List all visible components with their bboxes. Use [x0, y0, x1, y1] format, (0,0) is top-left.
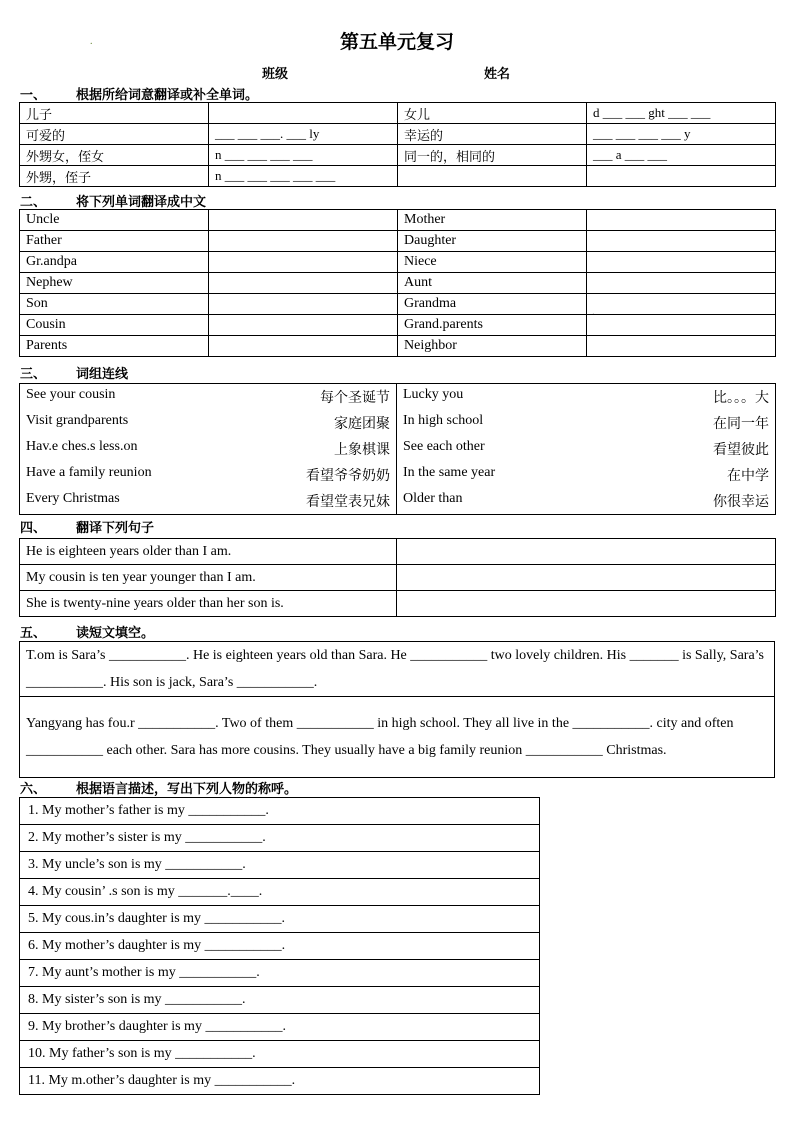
answer-cell: [209, 210, 398, 231]
english-word-cell: Niece: [398, 252, 587, 273]
translation-answer-cell: [397, 591, 776, 617]
chinese-meaning-cell: [398, 166, 587, 187]
phrase-row: [20, 436, 776, 462]
answer-cell: [587, 252, 776, 273]
phrase-pair: [26, 387, 390, 407]
relation-row: [20, 933, 540, 960]
word-blank-cell: d ___ ___ ght ___ ___: [587, 103, 776, 124]
english-word-cell: Son: [20, 294, 209, 315]
english-word-cell: Daughter: [398, 231, 587, 252]
english-phrase: Hav.e ches.s less.on: [26, 439, 138, 454]
decor-dot: .: [90, 36, 93, 47]
chinese-phrase: 家庭团聚: [334, 416, 390, 432]
phrase-row: [20, 384, 776, 411]
chinese-phrase: 在中学: [727, 468, 769, 484]
phrase-pair: [26, 413, 390, 433]
phrase-pair: [26, 439, 390, 459]
name-label: 姓名: [484, 67, 511, 82]
word-blank-cell: ___ ___ ___. ___ ly: [209, 124, 398, 145]
phrase-cell: [20, 488, 397, 515]
chinese-meaning-cell: 儿子: [20, 103, 209, 124]
relation-question-cell: 10. My father’s son is my ___________.: [20, 1041, 540, 1068]
section-3-heading: [20, 363, 128, 382]
answer-cell: [209, 336, 398, 357]
chinese-phrase: 看望彼此: [713, 442, 769, 458]
english-phrase: Have a family reunion: [26, 465, 152, 480]
phrase-cell: [397, 410, 776, 436]
vocab-row: [20, 103, 776, 124]
english-sentence-cell: She is twenty-nine years older than her son is.: [20, 591, 397, 617]
word-row: [20, 315, 776, 336]
english-phrase: Older than: [403, 491, 463, 506]
answer-cell: [209, 294, 398, 315]
english-phrase: In high school: [403, 413, 484, 428]
english-word-cell: Cousin: [20, 315, 209, 336]
phrase-pair: [26, 465, 390, 485]
word-row: [20, 294, 776, 315]
passage-row: [20, 697, 775, 778]
section-number: 五、: [20, 626, 47, 641]
relation-row: [20, 987, 540, 1014]
section-title: 将下列单词翻译成中文: [76, 195, 207, 210]
relation-question-cell: 1. My mother’s father is my ___________.: [20, 798, 540, 825]
relation-question-cell: 11. My m.other’s daughter is my ___________.: [20, 1068, 540, 1095]
phrase-cell: [397, 462, 776, 488]
stray-dot: .: [592, 306, 595, 318]
english-phrase: Lucky you: [403, 387, 464, 402]
answer-cell: [587, 315, 776, 336]
relation-question-cell: 9. My brother’s daughter is my ___________.: [20, 1014, 540, 1041]
section-title: 翻译下列句子: [76, 521, 155, 536]
answer-cell: [587, 336, 776, 357]
section-title: 词组连线: [76, 367, 129, 382]
section-1-heading: [20, 84, 258, 103]
chinese-meaning-cell: 同一的，相同的: [398, 145, 587, 166]
chinese-meaning-cell: 外甥女，侄女: [20, 145, 209, 166]
section-number: 一、: [20, 88, 47, 103]
phrase-cell: [20, 410, 397, 436]
phrase-cell: [397, 436, 776, 462]
chinese-phrase: 你很幸运: [713, 494, 769, 510]
sentence-row: [20, 565, 776, 591]
english-word-cell: Mother: [398, 210, 587, 231]
word-row: [20, 336, 776, 357]
section-number: 六、: [20, 782, 47, 797]
passage-paragraph-2: Yangyang has fou.r ___________. Two of them ___________ in high school. They all live in the ___________. city and often ___________ each other. Sara has more cousins. They usually have a big family reunion ___________ Christmas.: [20, 697, 775, 778]
section-number: 四、: [20, 521, 47, 536]
word-blank-cell: n ___ ___ ___ ___ ___: [209, 166, 398, 187]
answer-cell: [587, 231, 776, 252]
relation-question-cell: 5. My cous.in’s daughter is my ___________.: [20, 906, 540, 933]
vocab-fill-table: [19, 102, 776, 187]
class-label: 班级: [262, 67, 289, 82]
english-word-cell: Father: [20, 231, 209, 252]
phrase-row: [20, 488, 776, 515]
word-row: [20, 252, 776, 273]
passage-row: [20, 642, 775, 697]
section-title: 读短文填空。: [76, 626, 155, 641]
phrase-matching-table: [19, 383, 776, 515]
answer-cell: [209, 273, 398, 294]
section-2-heading: [20, 191, 206, 210]
phrase-pair: [403, 491, 769, 511]
section-4-heading: [20, 517, 154, 536]
chinese-meaning-cell: 外甥，侄子: [20, 166, 209, 187]
phrase-cell: [20, 462, 397, 488]
phrase-pair: [403, 439, 769, 459]
vocab-row: [20, 124, 776, 145]
word-translation-table: [19, 209, 776, 357]
answer-cell: [587, 273, 776, 294]
english-word-cell: Nephew: [20, 273, 209, 294]
chinese-phrase: 上象棋课: [334, 442, 390, 458]
sentence-translation-table: [19, 538, 776, 617]
chinese-phrase: 看望爷爷奶奶: [306, 468, 390, 484]
section-number: 二、: [20, 195, 47, 210]
phrase-row: [20, 410, 776, 436]
passage-paragraph-1: T.om is Sara’s ___________. He is eighteen years old than Sara. He ___________ two lovely children. His _______ is Sally, Sara’s ___________. His son is jack, Sara’s ___________.: [20, 642, 775, 697]
english-word-cell: Grandma: [398, 294, 587, 315]
word-blank-cell: [209, 103, 398, 124]
answer-cell: [209, 252, 398, 273]
phrase-pair: [403, 413, 769, 433]
answer-cell: [209, 315, 398, 336]
section-title: 根据语言描述，写出下列人物的称呼。: [76, 782, 298, 797]
translation-answer-cell: [397, 539, 776, 565]
word-row: [20, 273, 776, 294]
english-word-cell: Neighbor: [398, 336, 587, 357]
relation-question-cell: 4. My cousin’ .s son is my _______.____.: [20, 879, 540, 906]
relation-row: [20, 906, 540, 933]
word-row: [20, 210, 776, 231]
word-blank-cell: ___ a ___ ___: [587, 145, 776, 166]
chinese-meaning-cell: 幸运的: [398, 124, 587, 145]
english-sentence-cell: He is eighteen years older than I am.: [20, 539, 397, 565]
answer-cell: [209, 231, 398, 252]
translation-answer-cell: [397, 565, 776, 591]
english-sentence-cell: My cousin is ten year younger than I am.: [20, 565, 397, 591]
word-blank-cell: [587, 166, 776, 187]
answer-cell: [587, 210, 776, 231]
relation-row: [20, 1068, 540, 1095]
relation-naming-table: [19, 797, 540, 1095]
english-word-cell: Grand.parents: [398, 315, 587, 336]
english-phrase: In the same year: [403, 465, 496, 480]
phrase-cell: [20, 384, 397, 411]
relation-row: [20, 879, 540, 906]
phrase-pair: [403, 465, 769, 485]
phrase-pair: [26, 491, 390, 511]
english-phrase: See each other: [403, 439, 485, 454]
chinese-phrase: 看望堂表兄妹: [306, 494, 390, 510]
relation-row: [20, 825, 540, 852]
word-row: [20, 231, 776, 252]
relation-row: [20, 1014, 540, 1041]
page-title: 第五单元复习: [339, 31, 454, 53]
english-phrase: Visit grandparents: [26, 413, 129, 428]
word-blank-cell: ___ ___ ___ ___ y: [587, 124, 776, 145]
sentence-row: [20, 591, 776, 617]
relation-row: [20, 798, 540, 825]
chinese-meaning-cell: 女儿: [398, 103, 587, 124]
english-phrase: Every Christmas: [26, 491, 120, 506]
phrase-cell: [397, 488, 776, 515]
english-phrase: See your cousin: [26, 387, 116, 402]
section-6-heading: [20, 778, 297, 797]
english-word-cell: Parents: [20, 336, 209, 357]
relation-question-cell: 8. My sister’s son is my ___________.: [20, 987, 540, 1014]
answer-cell: [587, 294, 776, 315]
chinese-phrase: 比。。。大: [713, 390, 769, 406]
section-5-heading: [20, 622, 154, 641]
relation-question-cell: 7. My aunt’s mother is my ___________.: [20, 960, 540, 987]
sentence-row: [20, 539, 776, 565]
chinese-meaning-cell: 可爱的: [20, 124, 209, 145]
english-word-cell: Uncle: [20, 210, 209, 231]
english-word-cell: Aunt: [398, 273, 587, 294]
relation-row: [20, 1041, 540, 1068]
relation-question-cell: 3. My uncle’s son is my ___________.: [20, 852, 540, 879]
section-number: 三、: [20, 367, 47, 382]
word-blank-cell: n ___ ___ ___ ___: [209, 145, 398, 166]
phrase-cell: [20, 436, 397, 462]
relation-row: [20, 960, 540, 987]
english-word-cell: Gr.andpa: [20, 252, 209, 273]
passage-fill-table: [19, 641, 775, 778]
vocab-row: [20, 166, 776, 187]
vocab-row: [20, 145, 776, 166]
chinese-phrase: 在同一年: [713, 416, 769, 432]
phrase-row: [20, 462, 776, 488]
section-title: 根据所给词意翻译或补全单词。: [76, 88, 259, 103]
chinese-phrase: 每个圣诞节: [320, 390, 390, 406]
relation-row: [20, 852, 540, 879]
phrase-pair: [403, 387, 769, 407]
phrase-cell: [397, 384, 776, 411]
relation-question-cell: 6. My mother’s daughter is my ___________.: [20, 933, 540, 960]
relation-question-cell: 2. My mother’s sister is my ___________.: [20, 825, 540, 852]
